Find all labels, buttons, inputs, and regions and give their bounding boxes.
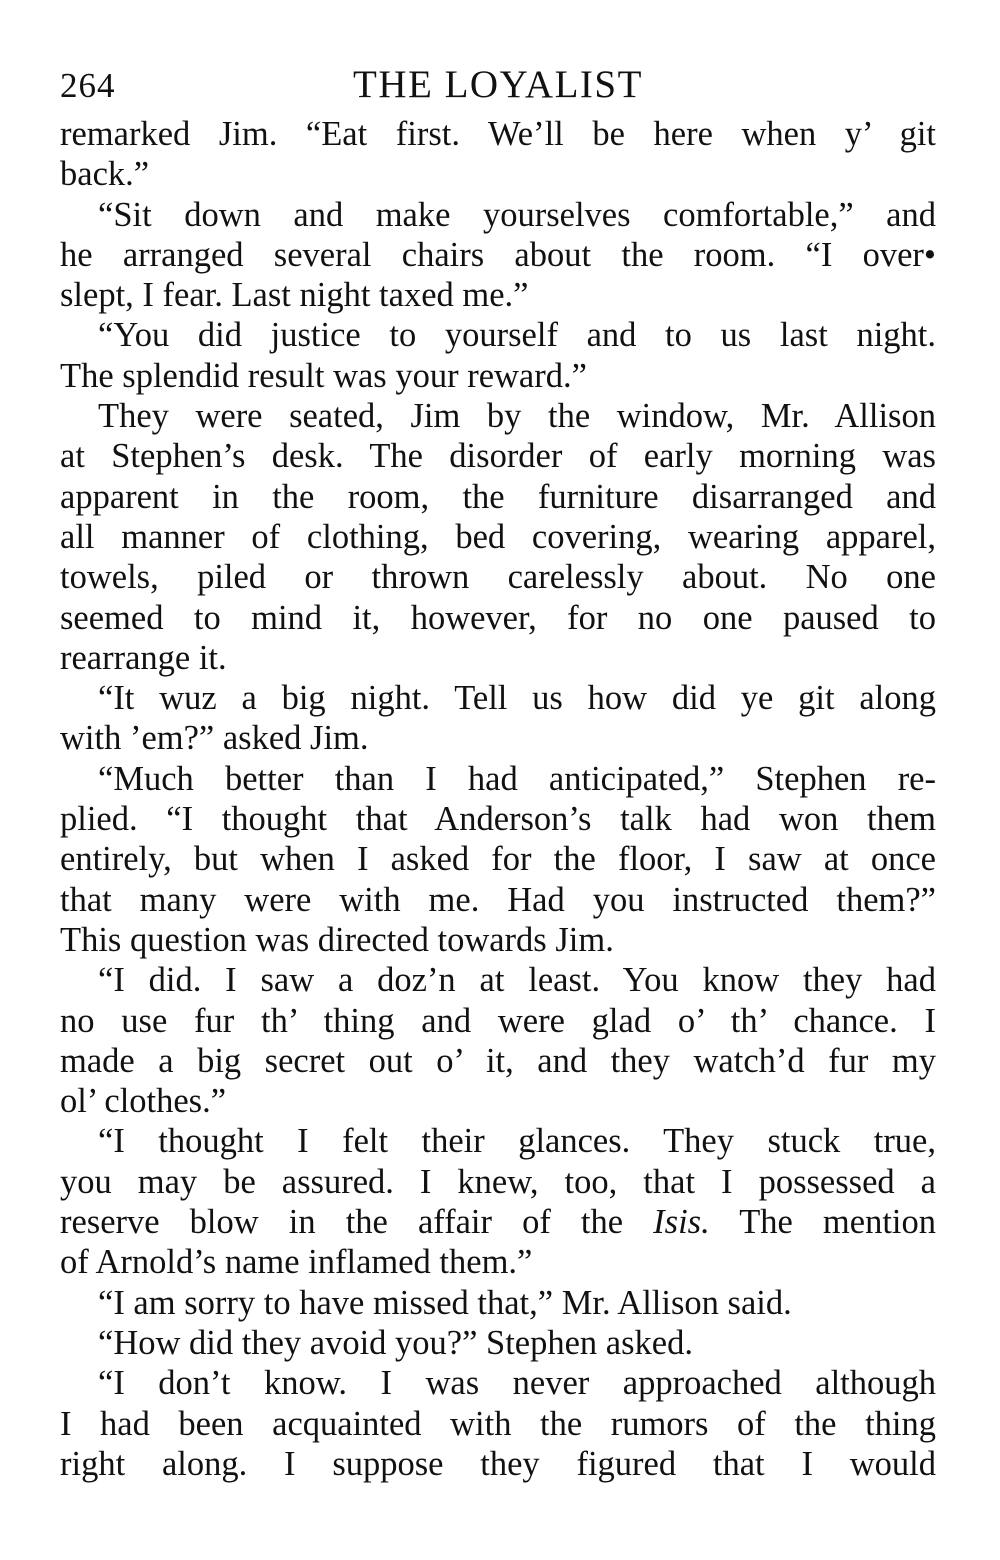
text-line: “Sit down and make yourselves comfortable,” and (98, 195, 936, 234)
paragraph (60, 1323, 936, 1363)
text-line: rearrange it. (60, 638, 227, 677)
text-line: all manner of clothing, bed covering, wearing apparel, (60, 517, 936, 556)
paragraph (60, 960, 936, 1121)
text-line: made a big secret out o’ it, and they watch’d fur my (60, 1041, 936, 1080)
text-line: “I am sorry to have missed that,” Mr. Allison said. (98, 1283, 792, 1322)
text-line: seemed to mind it, however, for no one paused to (60, 598, 936, 637)
text-line: “It wuz a big night. Tell us how did ye git along (98, 679, 936, 718)
text-line: of Arnold’s name inflamed them.” (60, 1243, 533, 1282)
text-line: apparent in the room, the furniture disarranged and (60, 477, 936, 516)
text-line: “You did justice to yourself and to us last night. (98, 316, 936, 355)
text-line (60, 1202, 936, 1242)
text-line: right along. I suppose they figured that I would (60, 1444, 936, 1483)
text-line: entirely, but when I asked for the floor, I saw at once (60, 840, 936, 879)
paragraph (60, 396, 936, 678)
page-number: 264 (60, 66, 116, 105)
text-segment: reserve blow in the affair of the (60, 1203, 654, 1242)
text-line: I had been acquainted with the rumors of the thing (60, 1404, 936, 1443)
text-line: back.” (60, 155, 150, 194)
text-line: towels, piled or thrown carelessly about. No one (60, 558, 936, 597)
text-line: at Stephen’s desk. The disorder of early morning was (60, 437, 936, 476)
text-line: They were seated, Jim by the window, Mr. Allison (98, 397, 936, 436)
paragraph (60, 114, 936, 195)
text-line: slept, I fear. Last night taxed me.” (60, 276, 529, 315)
paragraph (60, 678, 936, 759)
page-header (60, 56, 936, 110)
text-line: “How did they avoid you?” Stephen asked. (98, 1323, 693, 1362)
body-text (60, 114, 936, 1484)
text-line: he arranged several chairs about the room. “I over• (60, 235, 936, 274)
book-page (60, 56, 936, 1484)
paragraph (60, 195, 936, 316)
ship-name-isis: Isis. (653, 1203, 710, 1242)
text-line: remarked Jim. “Eat first. We’ll be here when y’ git (60, 115, 936, 153)
paragraph (60, 1283, 936, 1323)
running-head: THE LOYALIST (353, 63, 643, 106)
text-line: The splendid result was your reward.” (60, 356, 587, 395)
paragraph (60, 1121, 936, 1282)
text-line: you may be assured. I knew, too, that I possessed a (60, 1162, 936, 1201)
paragraph (60, 759, 936, 960)
text-line: plied. “I thought that Anderson’s talk had won them (60, 800, 936, 839)
text-line: no use fur th’ thing and were glad o’ th’ chance. I (60, 1001, 936, 1040)
text-line: that many were with me. Had you instructed them?” (60, 880, 936, 919)
text-segment: The mention (709, 1203, 937, 1242)
text-line: “Much better than I had anticipated,” Stephen re- (98, 759, 936, 798)
text-line: “I did. I saw a doz’n at least. You know they had (98, 961, 936, 1000)
text-line: with ’em?” asked Jim. (60, 719, 369, 758)
paragraph (60, 1363, 936, 1484)
text-line: “I don’t know. I was never approached although (98, 1364, 936, 1403)
paragraph (60, 315, 936, 396)
text-line: “I thought I felt their glances. They stuck true, (98, 1122, 936, 1161)
text-line: This question was directed towards Jim. (60, 920, 614, 959)
text-line: ol’ clothes.” (60, 1082, 227, 1121)
